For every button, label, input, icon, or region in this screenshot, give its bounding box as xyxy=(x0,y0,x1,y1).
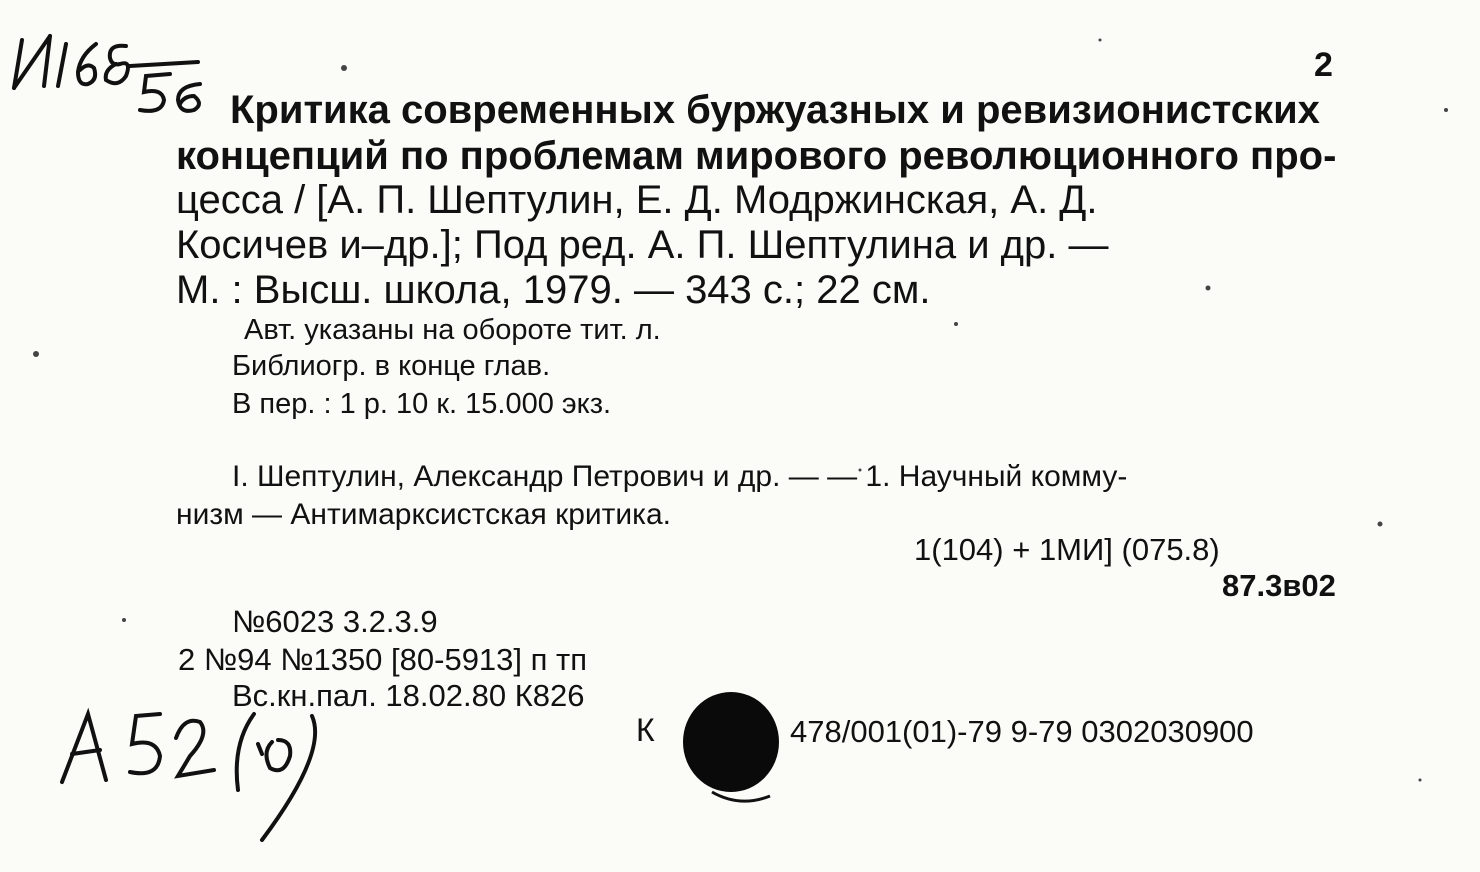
handwritten-shelfmark-sub xyxy=(140,74,200,111)
admin-line-2: 2 №94 №1350 [80-5913] п тп xyxy=(178,642,588,677)
udc-code: 1(104) + 1МИ] (075.8) xyxy=(914,532,1220,567)
imprint-line-1: цесса / [А. П. Шептулин, Е. Д. Модржинская, А. Д. xyxy=(176,178,1098,222)
page-number: 2 xyxy=(1314,46,1333,84)
imprint-line-3: М. : Высш. школа, 1979. — 343 с.; 22 см. xyxy=(176,268,931,312)
title-line-2: концепций по проблемам мирового революционного про- xyxy=(176,134,1337,178)
admin-line-1: №6023 3.2.3.9 xyxy=(232,604,438,639)
note-bibliography: Библиогр. в конце глав. xyxy=(232,350,551,382)
title-line-1: Критика современных буржуазных и ревизионистских xyxy=(230,88,1320,132)
tracing-line-2: низм — Антимарксистская критика. xyxy=(176,498,671,531)
k-letter: К xyxy=(636,712,655,748)
punch-hole xyxy=(683,692,779,792)
punch-hole-shadow xyxy=(712,792,770,801)
tracing-line-1: I. Шептулин, Александр Петрович и др. — — 1. Научный комму- xyxy=(232,460,1128,493)
note-price: В пер. : 1 р. 10 к. 15.000 экз. xyxy=(232,388,612,420)
admin-line-3: Вс.кн.пал. 18.02.80 К826 xyxy=(232,678,585,713)
imprint-line-2: Косичев и–др.]; Под ред. А. П. Шептулина и др. — xyxy=(176,223,1109,267)
isbn-line: 478/001(01)-79 9-79 0302030900 xyxy=(790,714,1254,749)
handwritten-shelfmark-bottom xyxy=(62,714,315,840)
note-authors: Авт. указаны на обороте тит. л. xyxy=(244,314,661,346)
bbk-code: 87.3в02 xyxy=(1222,568,1336,603)
handwritten-shelfmark-top xyxy=(14,36,198,88)
